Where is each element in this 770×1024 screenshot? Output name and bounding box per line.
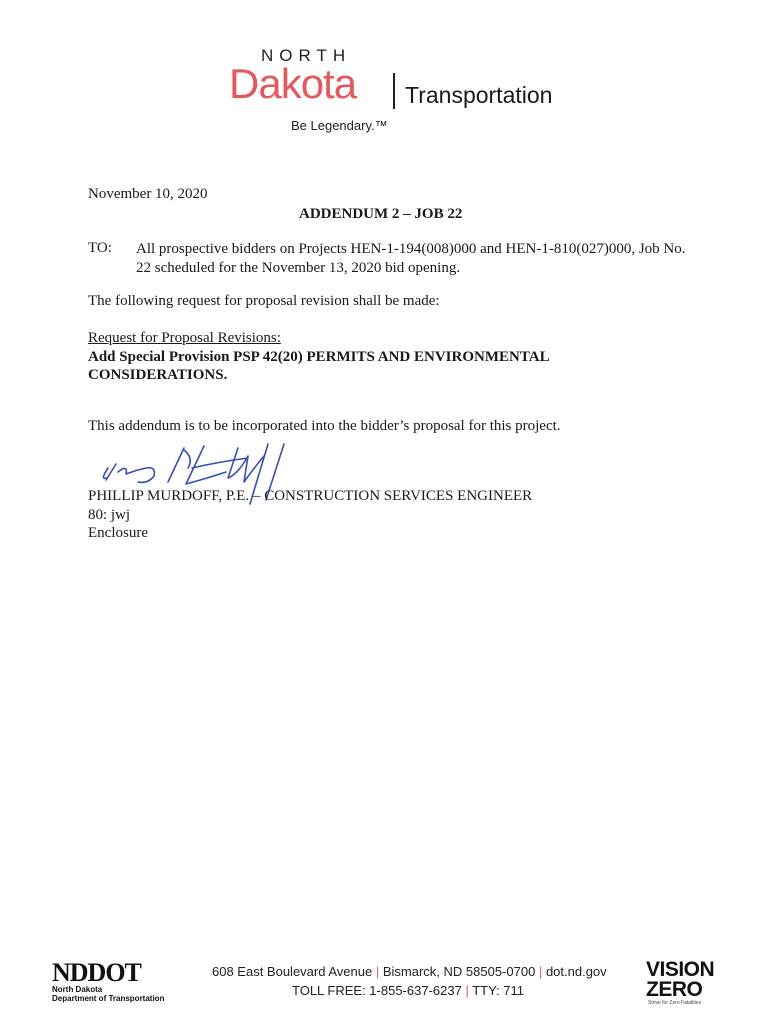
nddot-sub-state: North Dakota	[52, 985, 103, 994]
footer-separator: |	[538, 964, 546, 979]
logo-north-text: NORTH	[261, 46, 352, 65]
to-recipients: All prospective bidders on Projects HEN-1-194(008)000 and HEN-1-810(027)000, Job No. 22 scheduled for the November 13, 2020 bid opening.	[136, 241, 686, 276]
vision-zero-logo-vision: VISION	[646, 958, 715, 981]
footer-address-line	[212, 964, 607, 979]
logo-tagline: Be Legendary.™	[291, 118, 388, 133]
nddot-logo: NDDOT	[52, 958, 141, 987]
logo-dakota-text: Dakota	[229, 60, 357, 107]
logo-transportation-text: Transportation	[405, 82, 553, 108]
letter-heading: ADDENDUM 2 – JOB 22	[299, 206, 463, 222]
footer-website-link[interactable]: dot.nd.gov	[545, 964, 607, 979]
footer-toll-free: TOLL FREE: 1-855-637-6237	[292, 983, 462, 998]
footer-tty: TTY: 711	[472, 983, 525, 998]
closing-text: This addendum is to be incorporated into the bidder’s proposal for this project.	[88, 418, 561, 434]
letter-date: November 10, 2020	[88, 186, 208, 202]
rfp-revision-item: Add Special Provision PSP 42(20) PERMITS AND ENVIRONMENTAL CONSIDERATIONS.	[88, 349, 549, 383]
vision-zero-tagline: Strive for Zero Fatalities	[648, 1000, 702, 1006]
enclosure-note: Enclosure	[88, 525, 148, 541]
nddot-sub-department: Department of Transportation	[52, 994, 165, 1003]
footer-separator: |	[375, 964, 383, 979]
typist-initials: 80: jwj	[88, 507, 131, 523]
rfp-revisions-label: Request for Proposal Revisions:	[88, 330, 281, 346]
footer-separator: |	[465, 983, 473, 998]
footer-phone-line	[292, 983, 524, 998]
to-label: TO:	[88, 240, 112, 256]
vision-zero-logo-zero: ZERO	[646, 978, 703, 1001]
footer-city: Bismarck, ND 58505-0700	[382, 964, 536, 979]
logo-divider	[393, 73, 395, 109]
footer-address: 608 East Boulevard Avenue	[212, 964, 373, 979]
signer-name: PHILLIP MURDOFF, P.E. – CONSTRUCTION SERVICES ENGINEER	[88, 488, 533, 504]
intro-text: The following request for proposal revision shall be made:	[88, 293, 440, 309]
